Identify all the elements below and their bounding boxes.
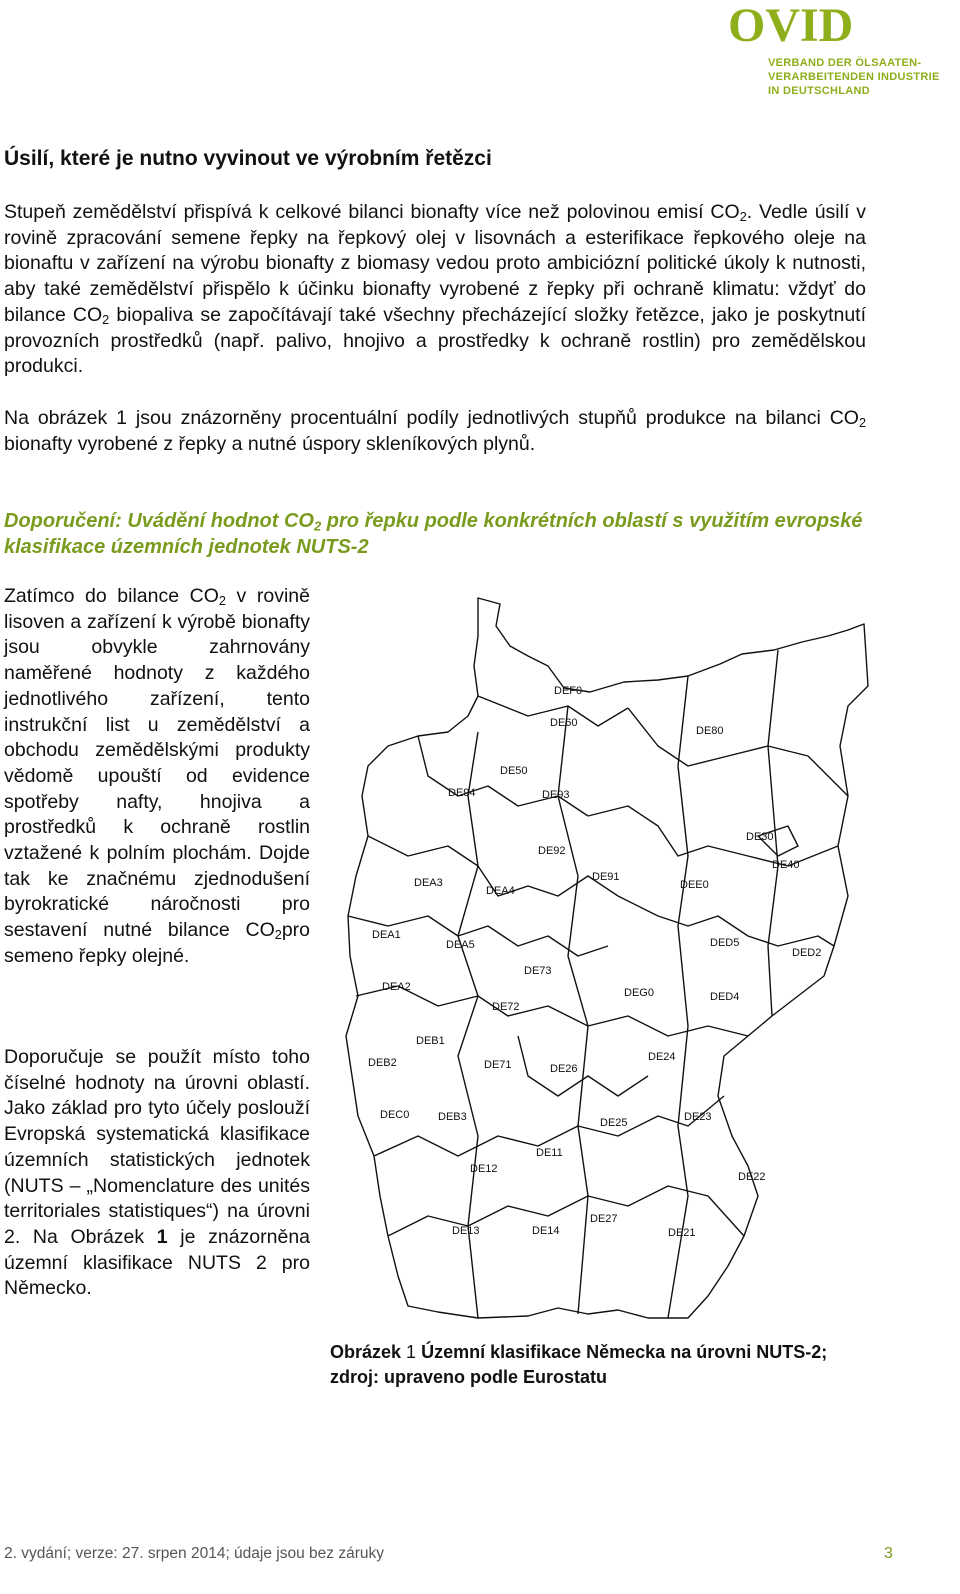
- map-svg: [328, 596, 870, 1320]
- map-label-de60: DE60: [550, 717, 578, 729]
- paragraph-1: [4, 200, 866, 380]
- left-column-paragraph-1: [4, 584, 310, 970]
- map-label-deb1: DEB1: [416, 1035, 445, 1047]
- map-label-dee0: DEE0: [680, 879, 709, 891]
- map-label-dea1: DEA1: [372, 929, 401, 941]
- p2-text-a: Na obrázek 1 jsou znázorněny procentuální podíly jednotlivých stupňů produkce na bilanci CO: [4, 407, 859, 429]
- logo-line-1: VERBAND DER ÖLSAATEN-: [768, 57, 922, 69]
- map-label-de73: DE73: [524, 965, 552, 977]
- map-label-def0: DEF0: [554, 685, 583, 697]
- map-label-de24: DE24: [648, 1051, 676, 1063]
- map-label-de92: DE92: [538, 845, 566, 857]
- recommendation-heading: [4, 508, 904, 560]
- map-label-deb2: DEB2: [368, 1057, 397, 1069]
- caption-text-b: Územní klasifikace Německa na úrovni NUTS-2; zdroj: upraveno podle Eurostatu: [330, 1342, 828, 1387]
- logo-wordmark: OVID: [728, 0, 854, 52]
- map-label-de14: DE14: [532, 1225, 560, 1237]
- ovid-logo: [728, 0, 948, 100]
- c2-figure-ref: 1: [156, 1225, 168, 1248]
- map-label-dea4: DEA4: [486, 885, 515, 897]
- p1-sub-1: 2: [739, 210, 747, 225]
- map-label-de22: DE22: [738, 1171, 766, 1183]
- map-label-dea3: DEA3: [414, 877, 443, 889]
- map-outlines: [346, 598, 868, 1318]
- paragraph-2: [4, 406, 866, 457]
- map-label-deg0: DEG0: [624, 987, 654, 999]
- map-label-de71: DE71: [484, 1059, 512, 1071]
- p2-text-b: bionafty vyrobené z řepky a nutné úspory skleníkových plynů.: [4, 432, 536, 455]
- map-label-ded5: DED5: [710, 937, 740, 949]
- map-label-de11: DE11: [536, 1147, 563, 1159]
- footer-text: 2. vydání; verze: 27. srpen 2014; údaje jsou bez záruky: [4, 1545, 384, 1562]
- left-column-paragraph-2: [4, 1045, 310, 1302]
- reco-text-a: Doporučení: Uvádění hodnot CO: [4, 510, 314, 532]
- map-label-ded4: DED4: [710, 991, 740, 1003]
- logo-line-3: IN DEUTSCHLAND: [768, 85, 870, 97]
- map-label-de25: DE25: [600, 1117, 628, 1129]
- map-label-dec0: DEC0: [380, 1109, 410, 1121]
- c1-text-c: pro semeno řepky olejné.: [4, 919, 310, 967]
- nuts2-germany-map: [328, 596, 870, 1320]
- map-label-de30: DE30: [746, 831, 774, 843]
- c1-sub-1: 2: [218, 594, 226, 609]
- map-label-de21: DE21: [668, 1227, 696, 1239]
- map-label-de72: DE72: [492, 1001, 520, 1013]
- map-label-de26: DE26: [550, 1063, 578, 1075]
- section-heading: Úsilí, které je nutno vyvinout ve výrobním řetězci: [4, 147, 492, 170]
- p2-sub: 2: [858, 416, 866, 431]
- map-label-de23: DE23: [684, 1111, 712, 1123]
- figure-caption: [330, 1340, 850, 1390]
- c1-sub-2: 2: [274, 928, 282, 943]
- p1-text-b: . Vedle úsilí v rovině zpracování semene řepky na řepkový olej v lisovnách a esterifikace řepkového oleje na bionaftu v zařízení na výrobu bionafty z biomasy vedou proto ambiciózní politické úkoly k nutnosti, aby také zemědělství přispělo k účinku bionafty vyrobené z řepky při ochraně klimatu: vždyť do bilance CO: [4, 201, 866, 326]
- map-label-de40: DE40: [772, 859, 800, 871]
- map-outline-north: [346, 598, 868, 1318]
- p1-text-c: biopaliva se započítávají také všechny přecházející složky řetězce, jako je poskytnutí provozních prostředků (např. palivo, hnojivo a prostředky k ochraně rostlin) pro zemědělskou produkci.: [4, 303, 867, 378]
- p1-sub-2: 2: [102, 312, 110, 327]
- map-label-dea5: DEA5: [446, 939, 475, 951]
- map-label-de94: DE94: [448, 787, 476, 799]
- c1-text-b: v rovině lisoven a zařízení k výrobě bionafty jsou obvykle zahrnovány naměřené hodnoty z každého jednotlivého zařízení, tento instrukční list u zemědělství a obchodu zemědělskými produkty vědomě upouští od evidence spotřeby nafty, hnojiva a prostředků k ochraně rostlin vztažené k polním plochám. Dojde tak ke značnému zjednodušení byrokratické náročnosti pro sestavení nutné bilance CO: [4, 585, 310, 942]
- c2-text-b: je znázorněna územní klasifikace NUTS 2 pro Německo.: [4, 1225, 311, 1300]
- map-label-de93: DE93: [542, 789, 570, 801]
- reco-text-b: pro řepku podle konkrétních oblastí s využitím evropské klasifikace územních jednotek NUTS-2: [4, 510, 863, 558]
- map-label-de12: DE12: [470, 1163, 498, 1175]
- map-label-de91: DE91: [592, 871, 620, 883]
- reco-sub: 2: [314, 518, 322, 534]
- page-number: 3: [884, 1545, 893, 1562]
- c1-text-a: Zatímco do bilance CO: [4, 585, 219, 607]
- map-label-deb3: DEB3: [438, 1111, 467, 1123]
- map-label-de50: DE50: [500, 765, 528, 777]
- caption-number: 1: [406, 1342, 417, 1362]
- p1-text-a: Stupeň zemědělství přispívá k celkové bilanci bionafty více než polovinou emisí CO: [4, 201, 740, 223]
- map-label-de13: DE13: [452, 1225, 480, 1237]
- map-label-dea2: DEA2: [382, 981, 411, 993]
- map-label-ded2: DED2: [792, 947, 822, 959]
- caption-text-a: Obrázek: [330, 1342, 407, 1362]
- map-label-de80: DE80: [696, 725, 724, 737]
- map-label-de27: DE27: [590, 1213, 618, 1225]
- logo-tagline: [768, 56, 940, 98]
- logo-line-2: VERARBEITENDEN INDUSTRIE: [768, 71, 940, 83]
- c2-text-a: Doporučuje se použít místo toho číselné hodnoty na úrovni oblastí. Jako základ pro tyto účely poslouží Evropská systematická klasifikace územních statistických jednotek (NUTS – „Nomenclature des unités territoriales statistiques“) na úrovni 2. Na Obrázek: [4, 1046, 310, 1248]
